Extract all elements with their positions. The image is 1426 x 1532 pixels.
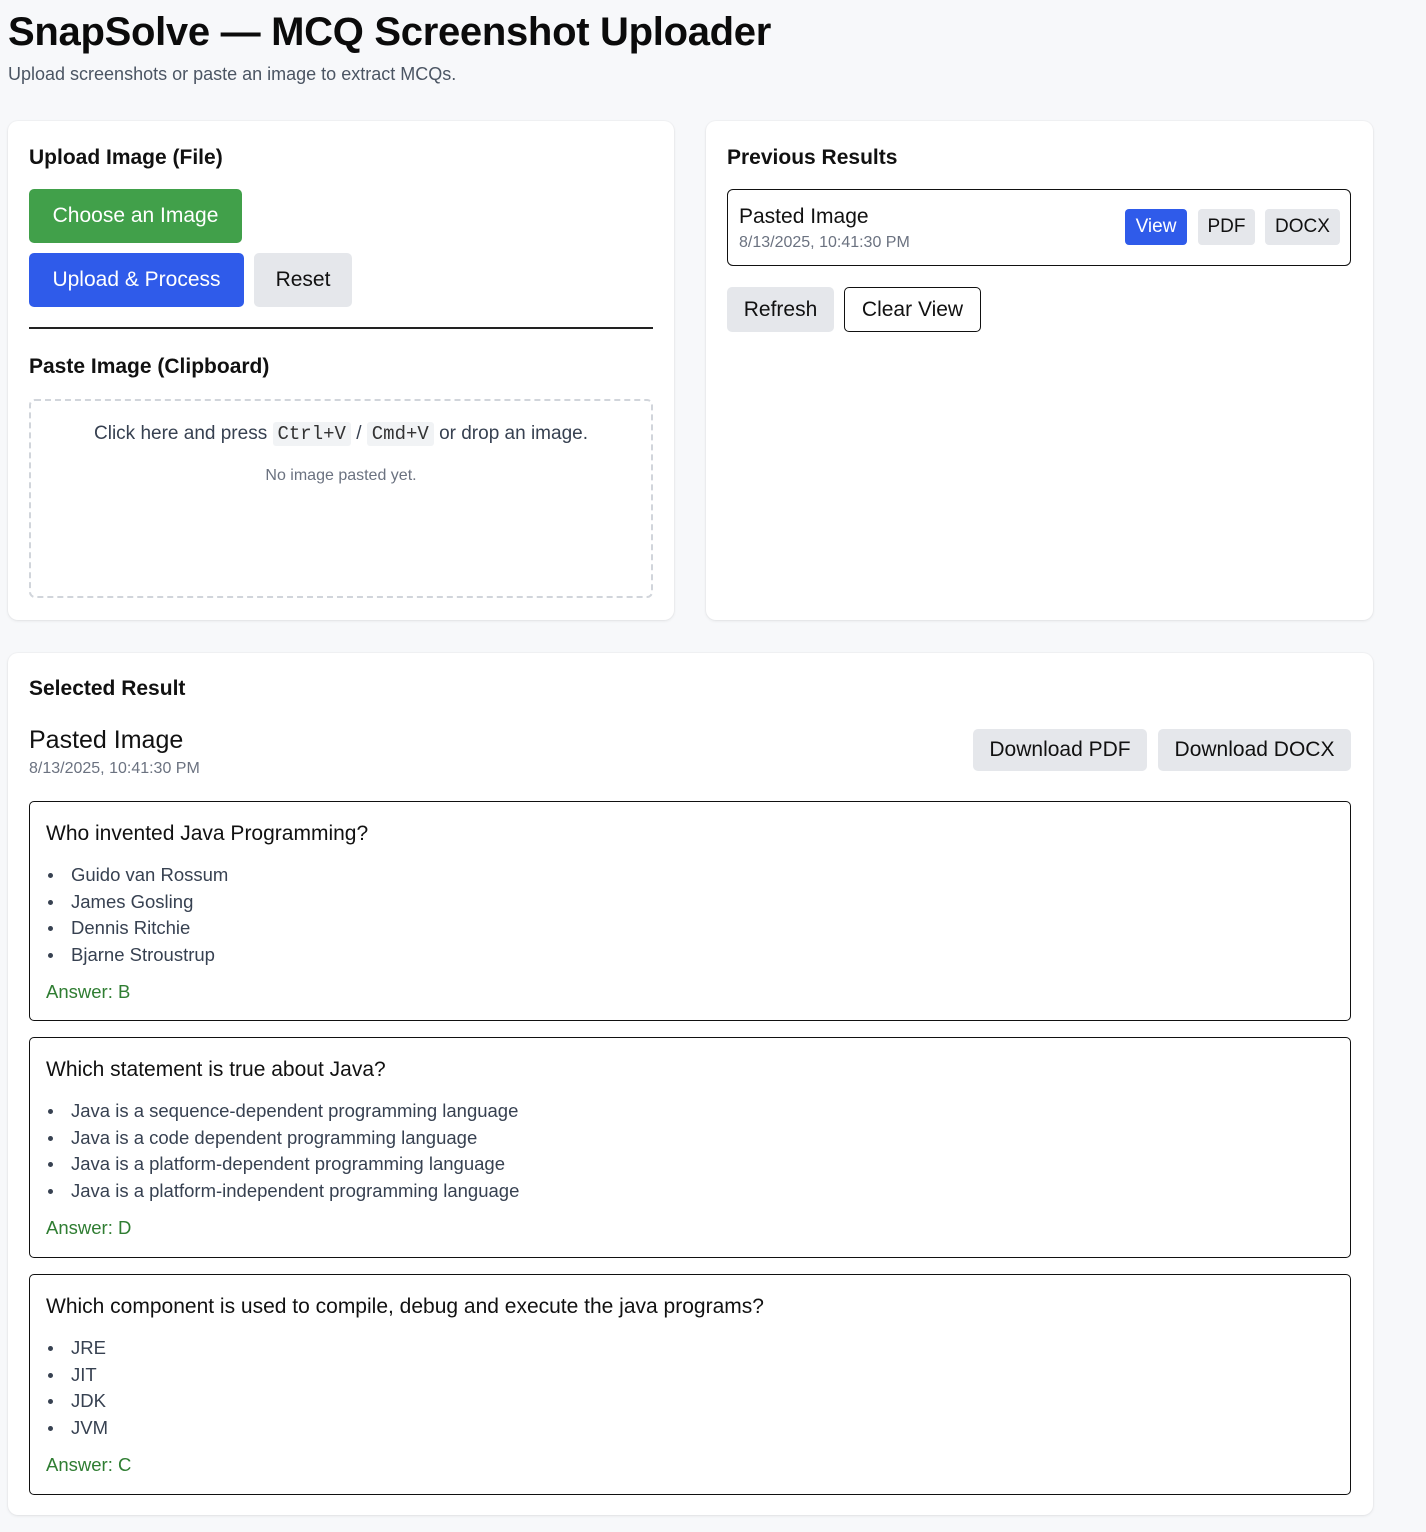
pdf-button[interactable]: PDF <box>1198 209 1255 245</box>
paste-drop-zone[interactable] <box>29 399 653 598</box>
key-separator: / <box>356 423 362 444</box>
mcq-answer: Answer: B <box>46 981 131 1002</box>
mcq-question: Which component is used to compile, debug and execute the java programs? <box>46 1295 764 1318</box>
mcq-option: Bjarne Stroustrup <box>46 942 228 969</box>
result-item-title: Pasted Image <box>739 205 869 228</box>
result-item-date: 8/13/2025, 10:41:30 PM <box>739 234 910 251</box>
mcq-options <box>46 862 228 969</box>
mcq-options <box>46 1098 519 1205</box>
paste-status: No image pasted yet. <box>265 467 417 484</box>
list-item <box>727 189 1351 266</box>
mcq-option: Guido van Rossum <box>46 862 228 889</box>
mcq-question: Who invented Java Programming? <box>46 822 369 845</box>
mcq-option: Java is a platform-dependent programming language <box>46 1151 519 1178</box>
mcq-option: JVM <box>46 1415 108 1442</box>
reset-button[interactable]: Reset <box>254 253 352 307</box>
page-title: SnapSolve — MCQ Screenshot Uploader <box>8 10 771 54</box>
mcq-option: Dennis Ritchie <box>46 915 228 942</box>
cmd-v-key: Cmd+V <box>367 422 434 446</box>
docx-button[interactable]: DOCX <box>1265 209 1340 245</box>
mcq-option: Java is a platform-independent programming language <box>46 1178 519 1205</box>
mcq-card <box>29 1037 1351 1258</box>
refresh-button[interactable]: Refresh <box>727 287 834 332</box>
download-docx-button[interactable]: Download DOCX <box>1158 729 1351 771</box>
mcq-answer: Answer: D <box>46 1217 132 1238</box>
section-divider <box>29 327 653 329</box>
mcq-option: JIT <box>46 1362 108 1389</box>
mcq-card <box>29 801 1351 1021</box>
download-pdf-button[interactable]: Download PDF <box>973 729 1147 771</box>
mcq-question: Which statement is true about Java? <box>46 1058 386 1081</box>
clear-view-button[interactable]: Clear View <box>844 287 981 332</box>
upload-card <box>8 121 674 620</box>
file-upload-heading: Upload Image (File) <box>29 146 223 169</box>
choose-image-button[interactable]: Choose an Image <box>29 189 242 243</box>
upload-process-button[interactable]: Upload & Process <box>29 253 244 307</box>
selected-result-title: Pasted Image <box>29 726 184 754</box>
mcq-option: Java is a code dependent programming language <box>46 1125 519 1152</box>
page-subtitle: Upload screenshots or paste an image to extract MCQs. <box>8 64 457 84</box>
mcq-answer: Answer: C <box>46 1454 132 1475</box>
view-button[interactable]: View <box>1125 209 1187 245</box>
paste-heading: Paste Image (Clipboard) <box>29 355 270 378</box>
paste-instructions <box>31 423 651 445</box>
mcq-option: James Gosling <box>46 889 228 916</box>
mcq-card <box>29 1274 1351 1495</box>
mcq-option: Java is a sequence-dependent programming language <box>46 1098 519 1125</box>
selected-result-card <box>8 653 1373 1515</box>
mcq-option: JDK <box>46 1388 108 1415</box>
ctrl-v-key: Ctrl+V <box>273 422 351 446</box>
selected-result-heading: Selected Result <box>29 677 186 700</box>
previous-results-card <box>706 121 1373 620</box>
paste-suffix: or drop an image. <box>439 423 588 444</box>
paste-prefix: Click here and press <box>94 423 268 444</box>
mcq-option: JRE <box>46 1335 108 1362</box>
previous-results-heading: Previous Results <box>727 146 898 169</box>
mcq-options <box>46 1335 108 1442</box>
selected-result-date: 8/13/2025, 10:41:30 PM <box>29 760 200 777</box>
